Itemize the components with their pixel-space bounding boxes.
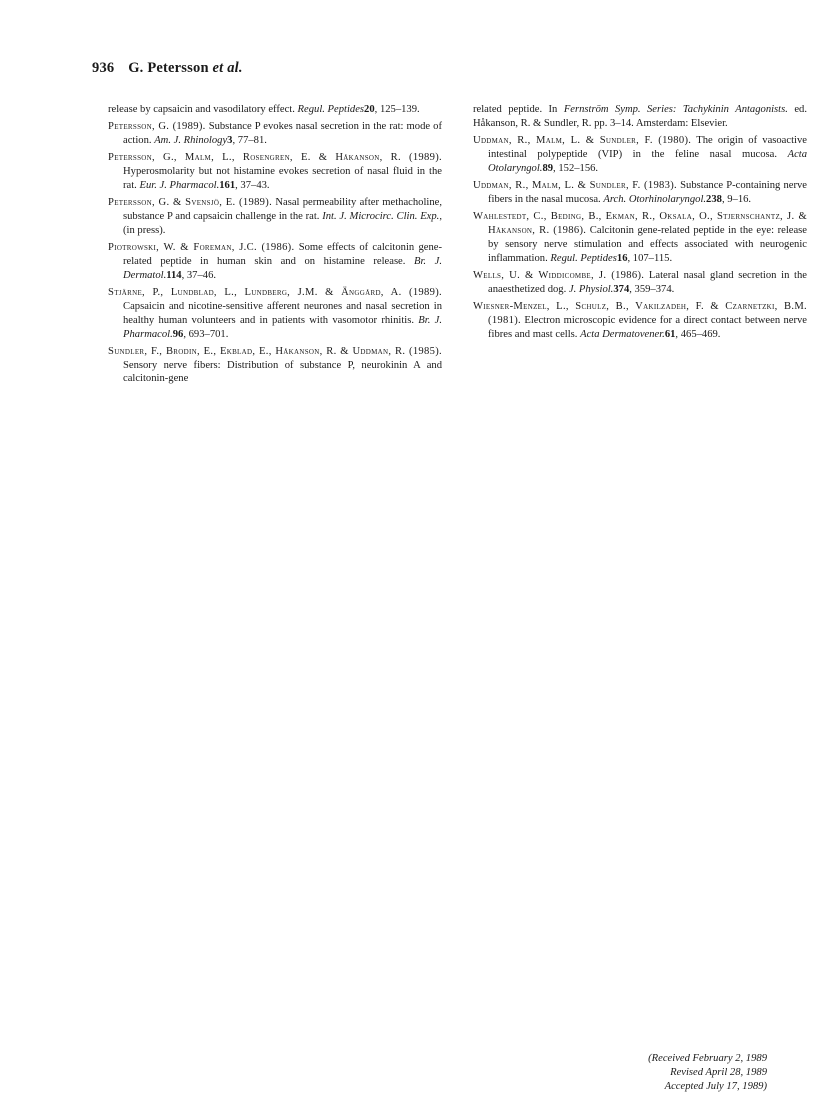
reference-item: Uddman, R., Malm, L. & Sundler, F. (1983). Substance P-containing nerve fibers in the nasal mucosa. Arch. Otorhinolaryngol.238, 9–16.: [473, 179, 807, 205]
received-date: (Received February 2, 1989: [648, 1053, 767, 1064]
reference-item: release by capsaicin and vasodilatory effect. Regul. Peptides20, 125–139.: [108, 104, 420, 115]
reference-item: Petersson, G. & Svensjö, E. (1989). Nasal permeability after methacholine, substance P and capsaicin challenge in the rat. Int. J. Microcirc. Clin. Exp., (in press).: [108, 197, 442, 236]
reference-item: Piotrowski, W. & Foreman, J.C. (1986). Some effects of calcitonin gene-related peptide in human skin and on histamine release. Br. J. Dermatol.114, 37–46.: [108, 241, 442, 281]
reference-item: related peptide. In Fernström Symp. Series: Tachykinin Antagonists. ed. Håkanson, R. & Sundler, R. pp. 3–14. Amsterdam: Elsevier.: [473, 104, 808, 129]
header-etal: et al.: [212, 60, 243, 76]
page-number: 936: [92, 60, 115, 76]
reference-item: Wells, U. & Widdicombe, J. (1986). Lateral nasal gland secretion in the anaesthetized dog. J. Physiol.374, 359–374.: [473, 269, 807, 295]
header-authors: G. Petersson: [128, 60, 209, 76]
reference-item: Stjärne, P., Lundblad, L., Lundberg, J.M. & Änggård, A. (1989). Capsaicin and nicotine-sensitive afferent neurones and nasal secretion in healthy human volunteers and in patients with vasomotor rhinitis. Br. J. Pharmacol.96, 693–701.: [108, 286, 442, 340]
running-header: [92, 60, 243, 77]
reference-item: Petersson, G. (1989). Substance P evokes nasal secretion in the rat: mode of action. Am. J. Rhinology3, 77–81.: [108, 121, 442, 146]
references-left-column: [108, 103, 442, 390]
revised-date: Revised April 28, 1989: [670, 1067, 767, 1079]
accepted-date: Accepted July 17, 1989): [664, 1081, 767, 1093]
reference-item: Uddman, R., Malm, L. & Sundler, F. (1980). The origin of vasoactive intestinal polypeptide (VIP) in the feline nasal mucosa. Acta Otolaryngol.89, 152–156.: [473, 135, 808, 174]
reference-item: Wahlestedt, C., Beding, B., Ekman, R., Oksala, O., Stjernschantz, J. & Håkanson, R. (1986). Calcitonin gene-related peptide in the eye: release by sensory nerve stimulation and effects associated with neurogenic inflammation. Regul. Peptides16, 107–115.: [473, 210, 807, 264]
manuscript-dates: [473, 1052, 767, 1095]
references-right-column: [473, 103, 807, 345]
reference-item: Wiesner-Menzel, L., Schulz, B., Vakilzadeh, F. & Czarnetzki, B.M. (1981). Electron microscopic evidence for a direct contact between nerve fibres and mast cells. Acta Dermatovener.61, 465–469.: [473, 300, 808, 340]
reference-item: Petersson, G., Malm, L., Rosengren, E. & Håkanson, R. (1989). Hyperosmolarity but not histamine evokes secretion of nasal fluid in the rat. Eur. J. Pharmacol.161, 37–43.: [108, 152, 442, 191]
reference-item: Sundler, F., Brodin, E., Ekblad, E., Håkanson, R. & Uddman, R. (1985). Sensory nerve fibers: Distribution of substance P, neurokinin A and calcitonin-gene: [108, 345, 442, 385]
